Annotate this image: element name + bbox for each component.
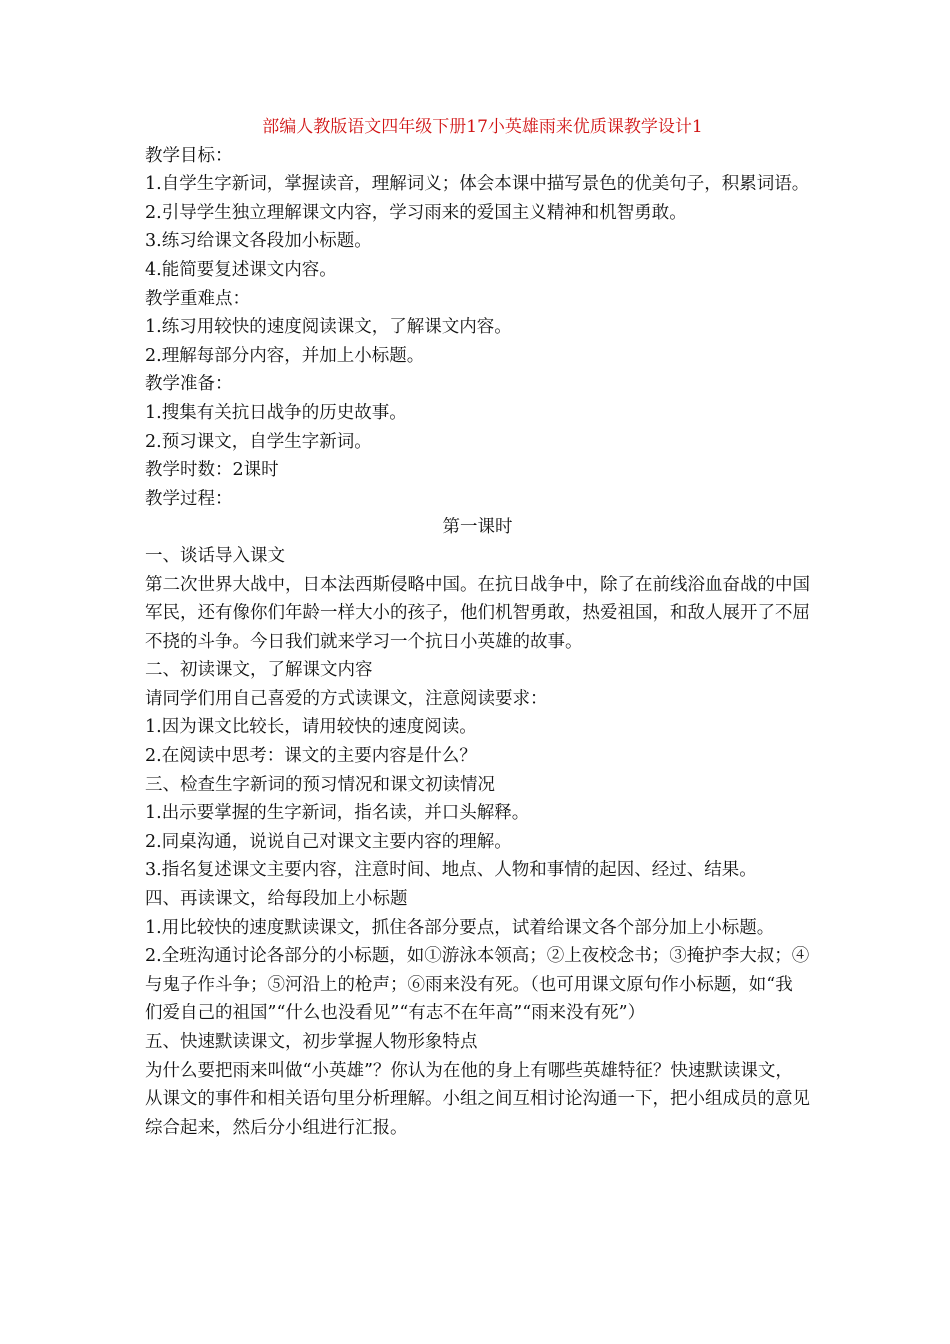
paragraph: 2.理解每部分内容，并加上小标题。 <box>145 345 425 366</box>
paragraph: 第二次世界大战中，日本法西斯侵略中国。在抗日战争中，除了在前线浴血奋战的中国军民，还有像你们年龄一样大小的孩子，他们机智勇敢，热爱祖国，和敌人展开了不屈不挠的斗争。今日我们就来学习一个抗日小英雄的故事。 <box>145 574 810 652</box>
paragraph: 2.全班沟通讨论各部分的小标题，如①游泳本领高；②上夜校念书；③掩护李大叔；④与鬼子作斗争；⑤河沿上的枪声；⑥雨来没有死。（也可用课文原句作小标题，如“我们爱自己的祖国”“什么也没看见”“有志不在年高”“雨来没有死”） <box>145 946 810 1024</box>
paragraph: 2.同桌沟通，说说自己对课文主要内容的理解。 <box>145 831 512 852</box>
paragraph: 1.出示要掌握的生字新词，指名读，并口头解释。 <box>145 803 530 824</box>
paragraph: 四、再读课文，给每段加上小标题 <box>145 889 408 910</box>
paragraph: 1.用比较快的速度默读课文，抓住各部分要点，试着给课文各个部分加上小标题。 <box>145 917 775 938</box>
paragraph: 1.自学生字新词，掌握读音，理解词义；体会本课中描写景色的优美句子，积累词语。 <box>145 174 810 195</box>
paragraph: 2.引导学生独立理解课文内容，学习雨来的爱国主义精神和机智勇敢。 <box>145 202 687 223</box>
paragraph: 教学目标： <box>145 145 233 166</box>
paragraph: 教学准备： <box>145 374 233 395</box>
paragraph: 1.因为课文比较长，请用较快的速度阅读。 <box>145 717 477 738</box>
paragraph: 三、检查生字新词的预习情况和课文初读情况 <box>145 774 495 795</box>
section-heading: 第一课时 <box>442 517 513 538</box>
paragraph: 一、谈话导入课文 <box>145 545 285 566</box>
paragraph: 1.搜集有关抗日战争的历史故事。 <box>145 402 407 423</box>
paragraph: 教学过程： <box>145 488 233 509</box>
paragraph: 2.预习课文，自学生字新词。 <box>145 431 372 452</box>
paragraph: 4.能简要复述课文内容。 <box>145 259 337 280</box>
paragraph: 3.练习给课文各段加小标题。 <box>145 231 372 252</box>
paragraph: 2.在阅读中思考：课文的主要内容是什么？ <box>145 746 477 767</box>
paragraph: 五、快速默读课文，初步掌握人物形象特点 <box>145 1032 478 1052</box>
document-body <box>145 142 810 1143</box>
paragraph: 教学重难点： <box>145 288 250 309</box>
document-title: 部编人教版语文四年级下册17小英雄雨来优质课教学设计1 <box>262 117 703 137</box>
paragraph: 3.指名复述课文主要内容，注意时间、地点、人物和事情的起因、经过、结果。 <box>145 860 757 881</box>
paragraph: 请同学们用自己喜爱的方式读课文，注意阅读要求： <box>145 688 548 709</box>
document-page <box>145 113 810 1142</box>
paragraph: 二、初读课文，了解课文内容 <box>145 660 373 681</box>
paragraph: 为什么要把雨来叫做“小英雄”？你认为在他的身上有哪些英雄特征？快速默读课文，从课文的事件和相关语句里分析理解。小组之间互相讨论沟通一下，把小组成员的意见综合起来，然后分小组进行汇报。 <box>145 1060 810 1138</box>
paragraph: 1.练习用较快的速度阅读课文，了解课文内容。 <box>145 317 512 338</box>
paragraph: 教学时数：2课时 <box>145 460 279 481</box>
